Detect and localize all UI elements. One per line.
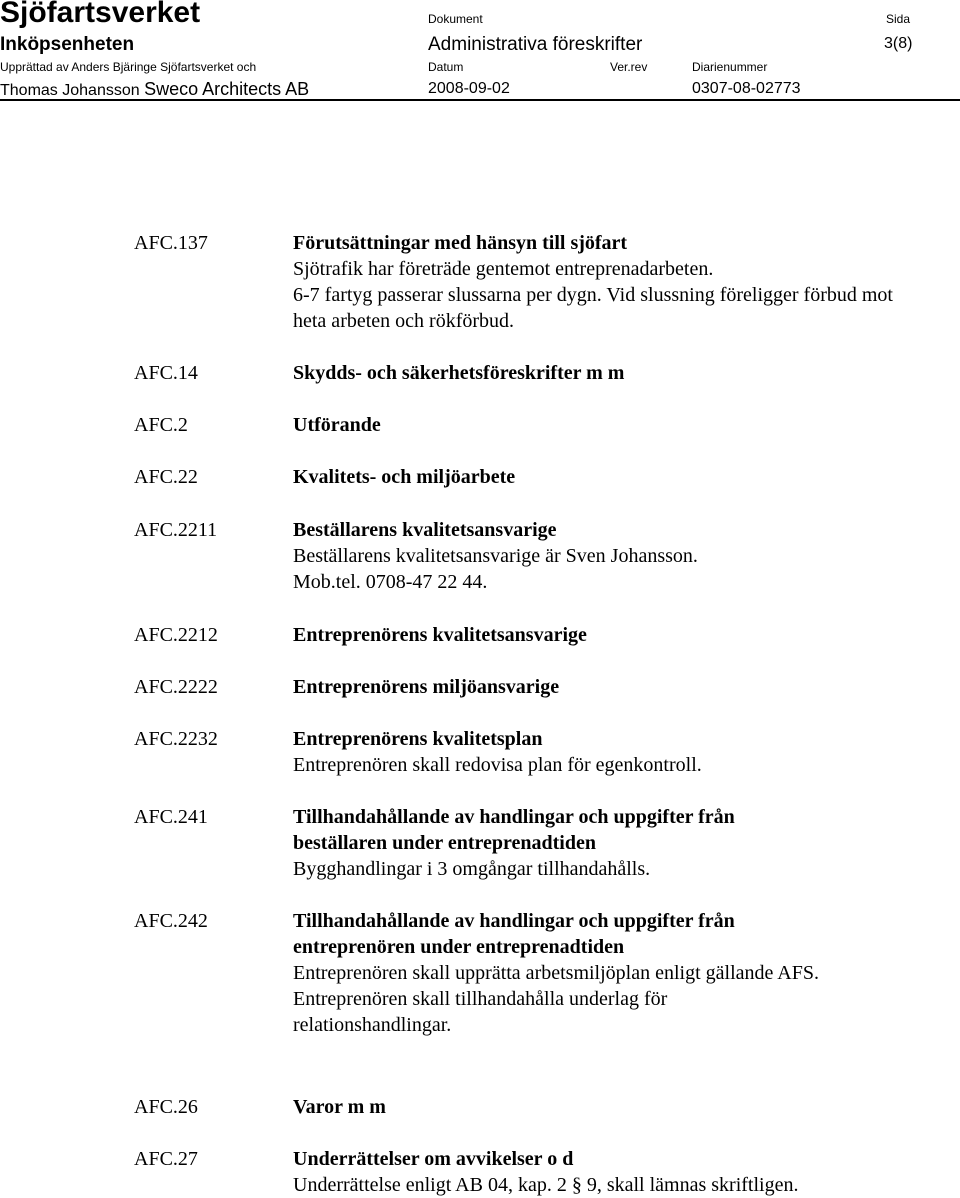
section-body: Underrättelse enligt AB 04, kap. 2 § 9, skall lämnas skriftligen. bbox=[293, 1174, 799, 1196]
section-title: Entreprenörens kvalitetsplan bbox=[293, 728, 543, 750]
section-body: Entreprenören skall tillhandahålla underlag för relationshandlingar. bbox=[293, 988, 668, 1036]
dnr-label: Diarienummer bbox=[692, 60, 768, 74]
section-body: Mob.tel. 0708-47 22 44. bbox=[293, 571, 488, 593]
section-text bbox=[293, 908, 833, 1038]
section-body: Sjötrafik har företräde gentemot entreprenadarbeten. bbox=[293, 258, 714, 280]
section-title: Kvalitets- och miljöarbete bbox=[293, 466, 516, 488]
section-code: AFC.2211 bbox=[134, 519, 218, 541]
section-body: Bygghandlingar i 3 omgångar tillhandahålls. bbox=[293, 858, 651, 880]
section-body: 6-7 fartyg passerar slussarna per dygn. Vid slussning föreligger förbud mot heta arbeten och rökförbud. bbox=[293, 284, 893, 332]
org-name: Sjöfartsverket bbox=[0, 0, 201, 29]
section-text bbox=[293, 464, 893, 490]
section-title: Tillhandahållande av handlingar och uppgifter från beställaren under entreprenadtiden bbox=[293, 806, 735, 854]
section-title: Tillhandahållande av handlingar och uppgifter från entreprenören under entreprenadtiden bbox=[293, 910, 735, 958]
section-code: AFC.14 bbox=[134, 362, 198, 384]
page-label: Sida bbox=[886, 12, 911, 26]
section-code: AFC.241 bbox=[134, 806, 208, 828]
section-code: AFC.137 bbox=[134, 232, 208, 254]
section-text bbox=[293, 622, 893, 648]
document-value: Administrativa föreskrifter bbox=[428, 34, 643, 55]
section-code: AFC.2 bbox=[134, 414, 188, 436]
rev-label: Ver.rev bbox=[610, 60, 648, 74]
section-text bbox=[293, 1146, 953, 1198]
section-body: Entreprenören skall redovisa plan för egenkontroll. bbox=[293, 754, 702, 776]
section-body: Beställarens kvalitetsansvarige är Sven Johansson. bbox=[293, 545, 698, 567]
prepared-by-name bbox=[0, 79, 309, 100]
section-code: AFC.2232 bbox=[134, 728, 218, 750]
section-text bbox=[293, 517, 893, 595]
prepared-name: Thomas Johansson bbox=[0, 82, 140, 99]
section-code: AFC.2222 bbox=[134, 676, 218, 698]
section-text bbox=[293, 674, 893, 700]
document-label: Dokument bbox=[428, 12, 483, 26]
page-value: 3(8) bbox=[884, 35, 913, 52]
section-title: Utförande bbox=[293, 414, 381, 436]
header-rule bbox=[0, 99, 960, 101]
section-title: Förutsättningar med hänsyn till sjöfart bbox=[293, 232, 628, 254]
section-code: AFC.2212 bbox=[134, 624, 218, 646]
section-title: Beställarens kvalitetsansvarige bbox=[293, 519, 557, 541]
section-text bbox=[293, 804, 813, 882]
date-value: 2008-09-02 bbox=[428, 80, 510, 97]
section-body: Entreprenören skall upprätta arbetsmiljöplan enligt gällande AFS. bbox=[293, 962, 819, 984]
dnr-value: 0307-08-02773 bbox=[692, 80, 801, 97]
prepared-by-label: Upprättad av Anders Bjäringe Sjöfartsverket och bbox=[0, 60, 257, 74]
section-title: Varor m m bbox=[293, 1096, 386, 1118]
section-text bbox=[293, 230, 893, 334]
date-label: Datum bbox=[428, 60, 464, 74]
prepared-company: Sweco Architects AB bbox=[144, 79, 310, 99]
section-title: Underrättelser om avvikelser o d bbox=[293, 1148, 574, 1170]
section-title: Entreprenörens kvalitetsansvarige bbox=[293, 624, 587, 646]
section-text bbox=[293, 360, 893, 386]
section-title: Entreprenörens miljöansvarige bbox=[293, 676, 560, 698]
section-title: Skydds- och säkerhetsföreskrifter m m bbox=[293, 362, 625, 384]
section-code: AFC.27 bbox=[134, 1148, 198, 1170]
section-code: AFC.26 bbox=[134, 1096, 198, 1118]
section-text bbox=[293, 726, 893, 778]
section-code: AFC.22 bbox=[134, 466, 198, 488]
section-text bbox=[293, 412, 893, 438]
section-text bbox=[293, 1094, 893, 1120]
section-code: AFC.242 bbox=[134, 910, 208, 932]
unit-name: Inköpsenheten bbox=[0, 34, 135, 55]
